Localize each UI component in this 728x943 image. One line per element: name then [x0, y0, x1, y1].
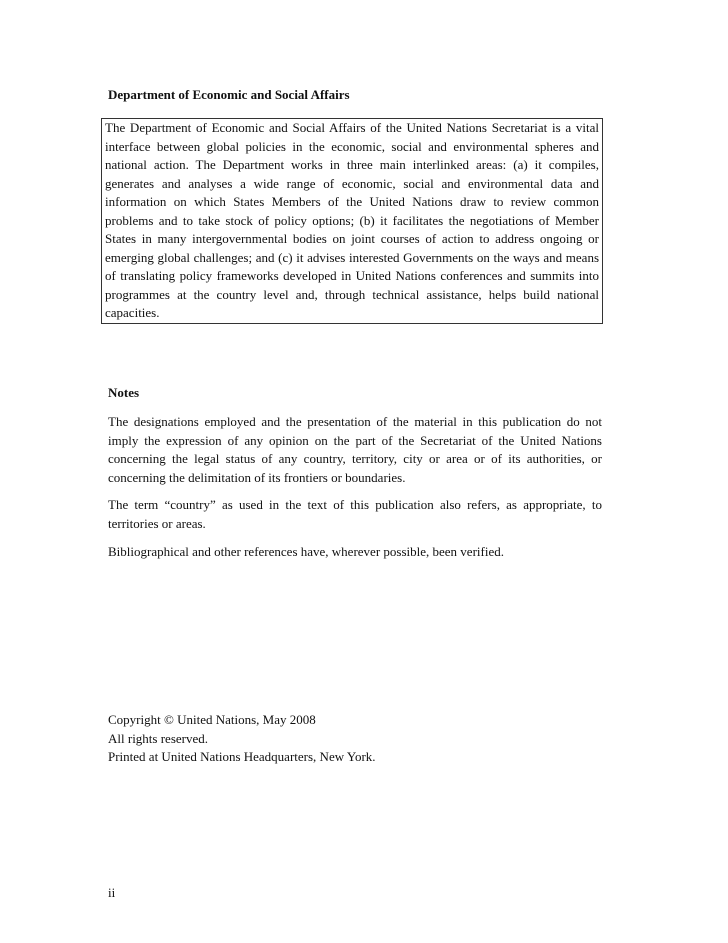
department-heading: Department of Economic and Social Affairs	[108, 87, 350, 102]
notes-paragraph-designations: The designations employed and the presentation of the material in this publication do not imply the expression of any opinion on the part of the Secretariat of the United Nations concerning the legal status of any country, territory, city or area or of its authorities, or concerning the delimitation of its frontiers or boundaries.	[108, 414, 602, 485]
copyright-line: Copyright © United Nations, May 2008	[108, 712, 316, 727]
notes-paragraph-references: Bibliographical and other references have, wherever possible, been verified.	[108, 544, 504, 559]
printed-at-line: Printed at United Nations Headquarters, New York.	[108, 749, 376, 764]
department-description-box: The Department of Economic and Social Affairs of the United Nations Secretariat is a vital interface between global policies in the economic, social and environmental spheres and national action. The Department works in three main interlinked areas: (a) it compiles, generates and analyses a wide range of economic, social and environmental data and information on which States Members of the United Nations draw to review common problems and to take stock of policy options; (b) it facilitates the negotiations of Member States in many intergovernmental bodies on joint courses of action to address ongoing or emerging global challenges; and (c) it advises interested Governments on the ways and means of translating policy frameworks developed in United Nations conferences and summits into programmes at the country level and, through technical assistance, helps build national capacities.	[101, 118, 603, 324]
copyright-block	[108, 711, 376, 767]
notes-heading: Notes	[108, 385, 140, 400]
page-number: ii	[108, 885, 116, 900]
rights-reserved-line: All rights reserved.	[108, 730, 209, 746]
notes-paragraph-country-term: The term “country” as used in the text of this publication also refers, as appropriate, to territories or areas.	[108, 497, 602, 531]
